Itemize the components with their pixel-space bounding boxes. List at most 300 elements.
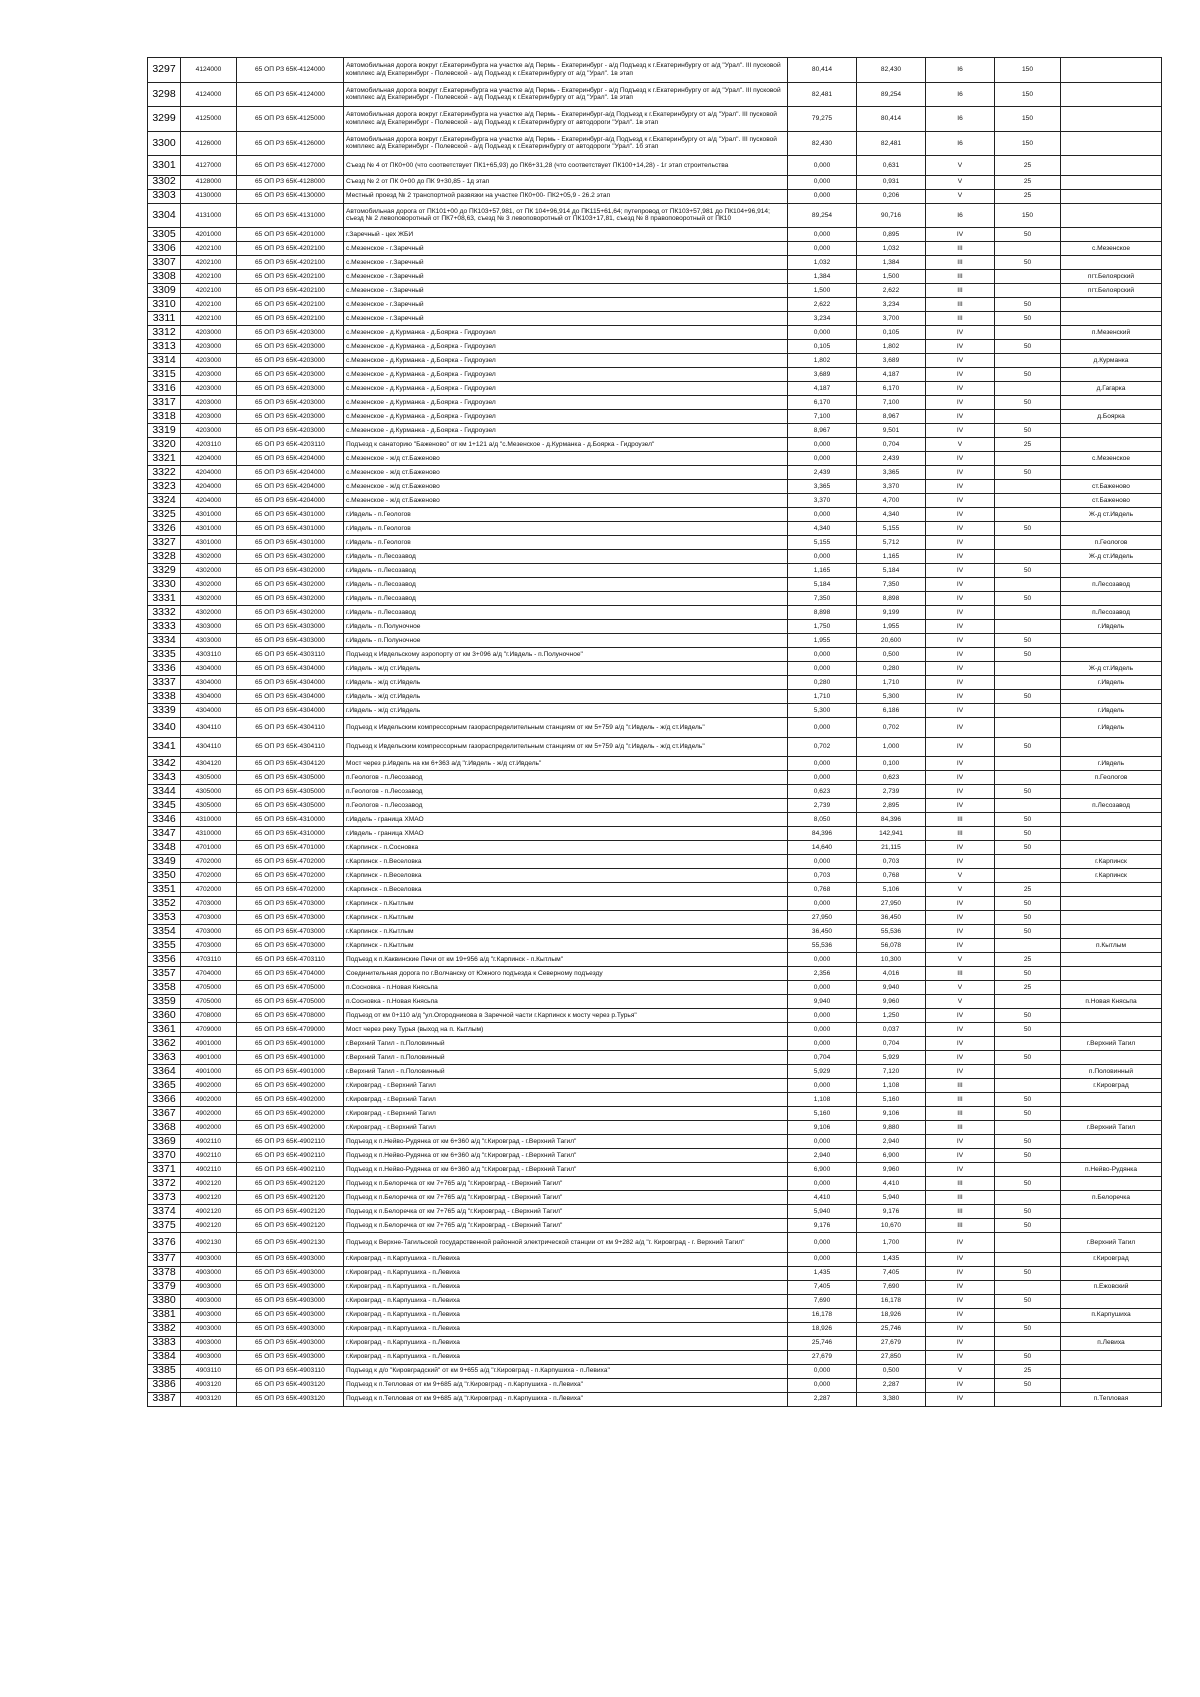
row-number-cell: 3353	[148, 911, 181, 925]
settlement-cell: г.Ивдель	[1061, 704, 1162, 718]
row-number-cell: 3299	[148, 107, 181, 132]
road-id-cell: 4304120	[181, 757, 237, 771]
road-code-cell: 65 ОП РЗ 65К-4202100	[237, 298, 344, 312]
km-end-cell: 0,631	[857, 156, 926, 176]
road-category-cell: IV	[926, 757, 995, 771]
km-end-cell: 3,380	[857, 1392, 926, 1406]
km-start-cell: 2,287	[788, 1392, 857, 1406]
settlement-cell: с.Мезенское	[1061, 452, 1162, 466]
km-end-cell: 2,439	[857, 452, 926, 466]
speed-limit-cell	[995, 1336, 1061, 1350]
road-category-cell: V	[926, 438, 995, 452]
speed-limit-cell	[995, 452, 1061, 466]
row-number-cell: 3350	[148, 869, 181, 883]
table-row	[148, 1023, 1162, 1037]
road-id-cell: 4703000	[181, 925, 237, 939]
road-name-cell: г.Кировград - г.Верхний Тагил	[344, 1107, 788, 1121]
settlement-cell: Ж-д ст.Ивдель	[1061, 550, 1162, 564]
road-code-cell: 65 ОП РЗ 65К-4128000	[237, 175, 344, 189]
km-end-cell: 4,410	[857, 1177, 926, 1191]
table-row	[148, 1177, 1162, 1191]
road-code-cell: 65 ОП РЗ 65К-4903000	[237, 1266, 344, 1280]
row-number-cell: 3363	[148, 1051, 181, 1065]
table-row	[148, 564, 1162, 578]
km-end-cell: 4,187	[857, 368, 926, 382]
road-category-cell: IV	[926, 690, 995, 704]
km-start-cell: 82,430	[788, 131, 857, 156]
settlement-cell	[1061, 897, 1162, 911]
km-start-cell: 5,160	[788, 1107, 857, 1121]
road-id-cell: 4705000	[181, 995, 237, 1009]
settlement-cell	[1061, 1350, 1162, 1364]
km-end-cell: 0,105	[857, 326, 926, 340]
settlement-cell: г.Карпинск	[1061, 869, 1162, 883]
road-category-cell: III	[926, 270, 995, 284]
road-code-cell: 65 ОП РЗ 65К-4202100	[237, 270, 344, 284]
road-code-cell: 65 ОП РЗ 65К-4903000	[237, 1336, 344, 1350]
settlement-cell	[1061, 883, 1162, 897]
road-code-cell: 65 ОП РЗ 65К-4304120	[237, 757, 344, 771]
settlement-cell	[1061, 466, 1162, 480]
road-code-cell: 65 ОП РЗ 65К-4901000	[237, 1037, 344, 1051]
row-number-cell: 3314	[148, 354, 181, 368]
road-category-cell: IV	[926, 424, 995, 438]
road-category-cell: IV	[926, 536, 995, 550]
km-end-cell: 1,032	[857, 242, 926, 256]
speed-limit-cell	[995, 704, 1061, 718]
road-code-cell: 65 ОП РЗ 65К-4902120	[237, 1205, 344, 1219]
km-end-cell: 0,280	[857, 662, 926, 676]
row-number-cell: 3300	[148, 131, 181, 156]
km-start-cell: 3,370	[788, 494, 857, 508]
road-category-cell: IV	[926, 1149, 995, 1163]
km-end-cell: 2,895	[857, 799, 926, 813]
km-end-cell: 9,501	[857, 424, 926, 438]
table-row	[148, 550, 1162, 564]
speed-limit-cell: 50	[995, 1107, 1061, 1121]
km-end-cell: 1,700	[857, 1233, 926, 1253]
km-end-cell: 5,940	[857, 1191, 926, 1205]
km-start-cell: 0,000	[788, 452, 857, 466]
row-number-cell: 3341	[148, 737, 181, 757]
road-code-cell: 65 ОП РЗ 65К-4901000	[237, 1065, 344, 1079]
km-start-cell: 0,000	[788, 1233, 857, 1253]
settlement-cell	[1061, 592, 1162, 606]
speed-limit-cell: 150	[995, 107, 1061, 132]
table-row	[148, 1121, 1162, 1135]
km-end-cell: 5,106	[857, 883, 926, 897]
settlement-cell: п.Тепловая	[1061, 1392, 1162, 1406]
road-name-cell: г.Кировград - п.Карпушиха - п.Левиха	[344, 1266, 788, 1280]
settlement-cell	[1061, 1266, 1162, 1280]
road-name-cell: с.Мезенское - ж/д ст.Баженово	[344, 466, 788, 480]
road-category-cell: III	[926, 312, 995, 326]
table-row	[148, 494, 1162, 508]
speed-limit-cell	[995, 799, 1061, 813]
road-name-cell: г.Ивдель - ж/д ст.Ивдель	[344, 676, 788, 690]
table-row	[148, 189, 1162, 203]
road-category-cell: V	[926, 1364, 995, 1378]
speed-limit-cell: 50	[995, 911, 1061, 925]
road-code-cell: 65 ОП РЗ 65К-4703110	[237, 953, 344, 967]
settlement-cell	[1061, 131, 1162, 156]
table-row	[148, 228, 1162, 242]
road-id-cell: 4903000	[181, 1336, 237, 1350]
settlement-cell: г.Верхний Тагил	[1061, 1037, 1162, 1051]
row-number-cell: 3360	[148, 1009, 181, 1023]
km-start-cell: 27,679	[788, 1350, 857, 1364]
road-name-cell: Подъезд от км 0+110 а/д "ул.Огородникова в Заречной части г.Карпинск к мосту через р.Турья"	[344, 1009, 788, 1023]
road-category-cell: IV	[926, 1392, 995, 1406]
road-name-cell: Соединительная дорога по г.Волчанску от Южного подъезда к Северному подъезду	[344, 967, 788, 981]
km-start-cell: 4,187	[788, 382, 857, 396]
speed-limit-cell: 50	[995, 1009, 1061, 1023]
km-end-cell: 27,950	[857, 897, 926, 911]
speed-limit-cell	[995, 508, 1061, 522]
table-row	[148, 995, 1162, 1009]
km-start-cell: 0,280	[788, 676, 857, 690]
road-id-cell: 4203000	[181, 368, 237, 382]
speed-limit-cell: 150	[995, 131, 1061, 156]
settlement-cell	[1061, 841, 1162, 855]
km-start-cell: 16,178	[788, 1308, 857, 1322]
road-category-cell: III	[926, 284, 995, 298]
road-id-cell: 4203110	[181, 438, 237, 452]
km-end-cell: 1,000	[857, 737, 926, 757]
settlement-cell	[1061, 1322, 1162, 1336]
road-code-cell: 65 ОП РЗ 65К-4303110	[237, 648, 344, 662]
table-row	[148, 690, 1162, 704]
road-name-cell: г.Верхний Тагил - п.Половинный	[344, 1037, 788, 1051]
row-number-cell: 3319	[148, 424, 181, 438]
road-name-cell: п.Сосновка - п.Новая Княсьпа	[344, 995, 788, 1009]
row-number-cell: 3370	[148, 1149, 181, 1163]
settlement-cell: п.Кытлым	[1061, 939, 1162, 953]
road-category-cell: III	[926, 1107, 995, 1121]
row-number-cell: 3324	[148, 494, 181, 508]
road-id-cell: 4903120	[181, 1392, 237, 1406]
road-category-cell: V	[926, 995, 995, 1009]
road-category-cell: IV	[926, 522, 995, 536]
road-name-cell: Автомобильная дорога вокруг г.Екатеринбурга на участке а/д Пермь - Екатеринбург - а/д Подъезд к г.Екатеринбургу от а/д "Урал". III пусковой комплекс а/д Екатеринбург - Полевской - а/д Подъезд к г.Екатеринбургу от а/д "Урал". 1в этап	[344, 82, 788, 107]
km-start-cell: 0,105	[788, 340, 857, 354]
row-number-cell: 3330	[148, 578, 181, 592]
road-id-cell: 4301000	[181, 536, 237, 550]
road-category-cell: V	[926, 953, 995, 967]
road-category-cell: IV	[926, 925, 995, 939]
speed-limit-cell	[995, 1392, 1061, 1406]
road-name-cell: с.Мезенское - д.Курманка - д.Боярка - Гидроузел	[344, 340, 788, 354]
road-code-cell: 65 ОП РЗ 65К-4708000	[237, 1009, 344, 1023]
settlement-cell	[1061, 967, 1162, 981]
speed-limit-cell: 50	[995, 897, 1061, 911]
speed-limit-cell	[995, 1163, 1061, 1177]
road-category-cell: V	[926, 156, 995, 176]
speed-limit-cell	[995, 1191, 1061, 1205]
speed-limit-cell: 25	[995, 1364, 1061, 1378]
km-end-cell: 3,689	[857, 354, 926, 368]
km-end-cell: 82,430	[857, 58, 926, 83]
settlement-cell: п.Лесозавод	[1061, 578, 1162, 592]
km-end-cell: 2,622	[857, 284, 926, 298]
km-end-cell: 10,670	[857, 1219, 926, 1233]
road-name-cell: Автомобильная дорога вокруг г.Екатеринбурга на участке а/д Пермь - Екатеринбург-а/д Подъезд к г.Екатеринбургу от а/д "Урал". III пусковой комплекс а/д Екатеринбург - Полевской - а/д Подъезд к г.Екатеринбургу от автодороги "Урал". 1б этап	[344, 131, 788, 156]
row-number-cell: 3327	[148, 536, 181, 550]
speed-limit-cell	[995, 939, 1061, 953]
km-end-cell: 1,165	[857, 550, 926, 564]
road-code-cell: 65 ОП РЗ 65К-4703000	[237, 911, 344, 925]
speed-limit-cell	[995, 771, 1061, 785]
row-number-cell: 3361	[148, 1023, 181, 1037]
road-category-cell: III	[926, 1079, 995, 1093]
table-row	[148, 799, 1162, 813]
row-number-cell: 3338	[148, 690, 181, 704]
road-category-cell: IV	[926, 1163, 995, 1177]
road-category-cell: I6	[926, 58, 995, 83]
table-row	[148, 424, 1162, 438]
settlement-cell	[1061, 368, 1162, 382]
road-name-cell: Подъезд к п.Нейво-Рудянка от км 6+360 а/д "г.Кировград - г.Верхний Тагил"	[344, 1135, 788, 1149]
row-number-cell: 3356	[148, 953, 181, 967]
row-number-cell: 3318	[148, 410, 181, 424]
road-category-cell: IV	[926, 452, 995, 466]
road-id-cell: 4902120	[181, 1191, 237, 1205]
road-category-cell: IV	[926, 648, 995, 662]
km-start-cell: 0,000	[788, 1378, 857, 1392]
road-id-cell: 4203000	[181, 396, 237, 410]
km-start-cell: 0,000	[788, 757, 857, 771]
road-name-cell: г.Карпинск - п.Веселовка	[344, 855, 788, 869]
km-start-cell: 2,356	[788, 967, 857, 981]
speed-limit-cell: 50	[995, 841, 1061, 855]
table-row	[148, 270, 1162, 284]
settlement-cell: п.Лесозавод	[1061, 606, 1162, 620]
road-category-cell: IV	[926, 578, 995, 592]
speed-limit-cell	[995, 1280, 1061, 1294]
road-code-cell: 65 ОП РЗ 65К-4203000	[237, 382, 344, 396]
km-end-cell: 55,536	[857, 925, 926, 939]
km-start-cell: 9,176	[788, 1219, 857, 1233]
road-category-cell: IV	[926, 704, 995, 718]
road-id-cell: 4125000	[181, 107, 237, 132]
road-category-cell: III	[926, 256, 995, 270]
row-number-cell: 3365	[148, 1079, 181, 1093]
road-category-cell: IV	[926, 494, 995, 508]
road-name-cell: Подъезд к п.Белоречка от км 7+765 а/д "г.Кировград - г.Верхний Тагил"	[344, 1191, 788, 1205]
settlement-cell: г.Ивдель	[1061, 757, 1162, 771]
road-name-cell: г.Ивдель - граница ХМАО	[344, 813, 788, 827]
road-id-cell: 4902120	[181, 1205, 237, 1219]
table-row	[148, 785, 1162, 799]
km-end-cell: 9,199	[857, 606, 926, 620]
road-code-cell: 65 ОП РЗ 65К-4126000	[237, 131, 344, 156]
km-start-cell: 0,000	[788, 718, 857, 738]
road-code-cell: 65 ОП РЗ 65К-4124000	[237, 82, 344, 107]
road-code-cell: 65 ОП РЗ 65К-4203000	[237, 368, 344, 382]
km-end-cell: 90,716	[857, 203, 926, 228]
row-number-cell: 3303	[148, 189, 181, 203]
table-row	[148, 203, 1162, 228]
km-start-cell: 1,165	[788, 564, 857, 578]
speed-limit-cell: 25	[995, 883, 1061, 897]
table-row	[148, 1079, 1162, 1093]
table-row	[148, 1219, 1162, 1233]
speed-limit-cell: 50	[995, 785, 1061, 799]
road-code-cell: 65 ОП РЗ 65К-4702000	[237, 869, 344, 883]
speed-limit-cell	[995, 718, 1061, 738]
row-number-cell: 3347	[148, 827, 181, 841]
road-category-cell: IV	[926, 550, 995, 564]
row-number-cell: 3379	[148, 1280, 181, 1294]
settlement-cell: п.Нейво-Рудянка	[1061, 1163, 1162, 1177]
road-name-cell: с.Мезенское - д.Курманка - д.Боярка - Гидроузел	[344, 368, 788, 382]
km-start-cell: 36,450	[788, 925, 857, 939]
row-number-cell: 3336	[148, 662, 181, 676]
km-start-cell: 0,000	[788, 242, 857, 256]
table-row	[148, 1009, 1162, 1023]
road-code-cell: 65 ОП РЗ 65К-4301000	[237, 536, 344, 550]
row-number-cell: 3374	[148, 1205, 181, 1219]
settlement-cell	[1061, 813, 1162, 827]
roads-table-body	[148, 58, 1162, 1407]
km-start-cell: 0,000	[788, 508, 857, 522]
road-name-cell: г.Кировград - п.Карпушиха - п.Левиха	[344, 1252, 788, 1266]
road-name-cell: г.Кировград - п.Карпушиха - п.Левиха	[344, 1294, 788, 1308]
road-id-cell: 4304000	[181, 662, 237, 676]
speed-limit-cell	[995, 676, 1061, 690]
speed-limit-cell	[995, 1121, 1061, 1135]
speed-limit-cell: 50	[995, 1378, 1061, 1392]
road-name-cell: Автомобильная дорога от ПК101+00 до ПК103+57,981, от ПК 104+96,914 до ПК115+61,64; путепровод от ПК103+57,981 до ПК104+96,914; съезд № 2 левоповоротный от ПК7+08,63, съезд № 3 левоповоротный от ПК103+17,81, съезд № 8 правоповоротный от ПК10	[344, 203, 788, 228]
settlement-cell	[1061, 298, 1162, 312]
road-category-cell: V	[926, 175, 995, 189]
table-row	[148, 326, 1162, 340]
road-code-cell: 65 ОП РЗ 65К-4203110	[237, 438, 344, 452]
table-row	[148, 354, 1162, 368]
row-number-cell: 3359	[148, 995, 181, 1009]
km-start-cell: 0,000	[788, 1037, 857, 1051]
km-start-cell: 0,000	[788, 156, 857, 176]
road-name-cell: Подъезд к Верхне-Тагильской государственной районной электрической станции от км 9+282 а/д "г. Кировград - г. Верхний Тагил"	[344, 1233, 788, 1253]
road-name-cell: г.Карпинск - п.Веселовка	[344, 883, 788, 897]
km-end-cell: 4,016	[857, 967, 926, 981]
table-row	[148, 410, 1162, 424]
km-start-cell: 1,435	[788, 1266, 857, 1280]
road-name-cell: г.Карпинск - п.Сосновка	[344, 841, 788, 855]
road-code-cell: 65 ОП РЗ 65К-4304000	[237, 690, 344, 704]
road-category-cell: IV	[926, 1037, 995, 1051]
settlement-cell	[1061, 1364, 1162, 1378]
table-row	[148, 480, 1162, 494]
settlement-cell: пгт.Белоярский	[1061, 284, 1162, 298]
road-id-cell: 4903000	[181, 1322, 237, 1336]
speed-limit-cell: 150	[995, 58, 1061, 83]
settlement-cell: п.Левиха	[1061, 1336, 1162, 1350]
road-id-cell: 4703000	[181, 911, 237, 925]
row-number-cell: 3313	[148, 340, 181, 354]
road-code-cell: 65 ОП РЗ 65К-4304000	[237, 704, 344, 718]
road-code-cell: 65 ОП РЗ 65К-4304110	[237, 718, 344, 738]
speed-limit-cell: 50	[995, 1266, 1061, 1280]
speed-limit-cell	[995, 1233, 1061, 1253]
km-start-cell: 6,170	[788, 396, 857, 410]
road-id-cell: 4202100	[181, 256, 237, 270]
table-row	[148, 757, 1162, 771]
road-code-cell: 65 ОП РЗ 65К-4202100	[237, 256, 344, 270]
speed-limit-cell: 50	[995, 1093, 1061, 1107]
road-name-cell: г.Кировград - г.Верхний Тагил	[344, 1079, 788, 1093]
speed-limit-cell: 50	[995, 1135, 1061, 1149]
table-row	[148, 771, 1162, 785]
road-code-cell: 65 ОП РЗ 65К-4130000	[237, 189, 344, 203]
settlement-cell: п.Половинный	[1061, 1065, 1162, 1079]
km-start-cell: 1,955	[788, 634, 857, 648]
road-code-cell: 65 ОП РЗ 65К-4203000	[237, 410, 344, 424]
road-category-cell: IV	[926, 382, 995, 396]
road-name-cell: Мост через реку Турья (выход на п. Кытлым)	[344, 1023, 788, 1037]
road-id-cell: 4902120	[181, 1177, 237, 1191]
km-start-cell: 79,275	[788, 107, 857, 132]
road-name-cell: с.Мезенское - д.Курманка - д.Боярка - Гидроузел	[344, 326, 788, 340]
road-name-cell: г.Ивдель - п.Лесозавод	[344, 550, 788, 564]
speed-limit-cell: 50	[995, 634, 1061, 648]
settlement-cell	[1061, 785, 1162, 799]
speed-limit-cell	[995, 382, 1061, 396]
settlement-cell	[1061, 228, 1162, 242]
table-row	[148, 438, 1162, 452]
speed-limit-cell: 50	[995, 967, 1061, 981]
road-id-cell: 4903120	[181, 1378, 237, 1392]
km-start-cell: 0,768	[788, 883, 857, 897]
speed-limit-cell: 50	[995, 1294, 1061, 1308]
km-start-cell: 25,746	[788, 1336, 857, 1350]
road-code-cell: 65 ОП РЗ 65К-4310000	[237, 827, 344, 841]
road-id-cell: 4901000	[181, 1051, 237, 1065]
road-code-cell: 65 ОП РЗ 65К-4305000	[237, 785, 344, 799]
settlement-cell	[1061, 1378, 1162, 1392]
road-id-cell: 4901000	[181, 1037, 237, 1051]
km-start-cell: 0,704	[788, 1051, 857, 1065]
row-number-cell: 3372	[148, 1177, 181, 1191]
settlement-cell	[1061, 737, 1162, 757]
road-name-cell: п.Геологов - п.Лесозавод	[344, 785, 788, 799]
settlement-cell: п.Ежовский	[1061, 1280, 1162, 1294]
km-end-cell: 0,768	[857, 869, 926, 883]
settlement-cell	[1061, 438, 1162, 452]
road-code-cell: 65 ОП РЗ 65К-4902000	[237, 1107, 344, 1121]
road-code-cell: 65 ОП РЗ 65К-4310000	[237, 813, 344, 827]
km-start-cell: 1,750	[788, 620, 857, 634]
table-row	[148, 1322, 1162, 1336]
road-id-cell: 4124000	[181, 82, 237, 107]
road-name-cell: г.Кировград - г.Верхний Тагил	[344, 1093, 788, 1107]
km-start-cell: 0,000	[788, 1009, 857, 1023]
road-name-cell: Местный проезд № 2 транспортной развязки на участке ПК0+00- ПК2+05,9 - 26.2 этап	[344, 189, 788, 203]
road-category-cell: I6	[926, 107, 995, 132]
road-code-cell: 65 ОП РЗ 65К-4902000	[237, 1121, 344, 1135]
row-number-cell: 3375	[148, 1219, 181, 1233]
row-number-cell: 3376	[148, 1233, 181, 1253]
speed-limit-cell	[995, 410, 1061, 424]
settlement-cell	[1061, 107, 1162, 132]
road-name-cell: г.Кировград - п.Карпушиха - п.Левиха	[344, 1350, 788, 1364]
km-end-cell: 7,120	[857, 1065, 926, 1079]
table-row	[148, 1266, 1162, 1280]
km-start-cell: 18,926	[788, 1322, 857, 1336]
table-row	[148, 939, 1162, 953]
km-end-cell: 6,900	[857, 1149, 926, 1163]
road-name-cell: Подъезд к п.Белоречка от км 7+765 а/д "г.Кировград - г.Верхний Тагил"	[344, 1177, 788, 1191]
